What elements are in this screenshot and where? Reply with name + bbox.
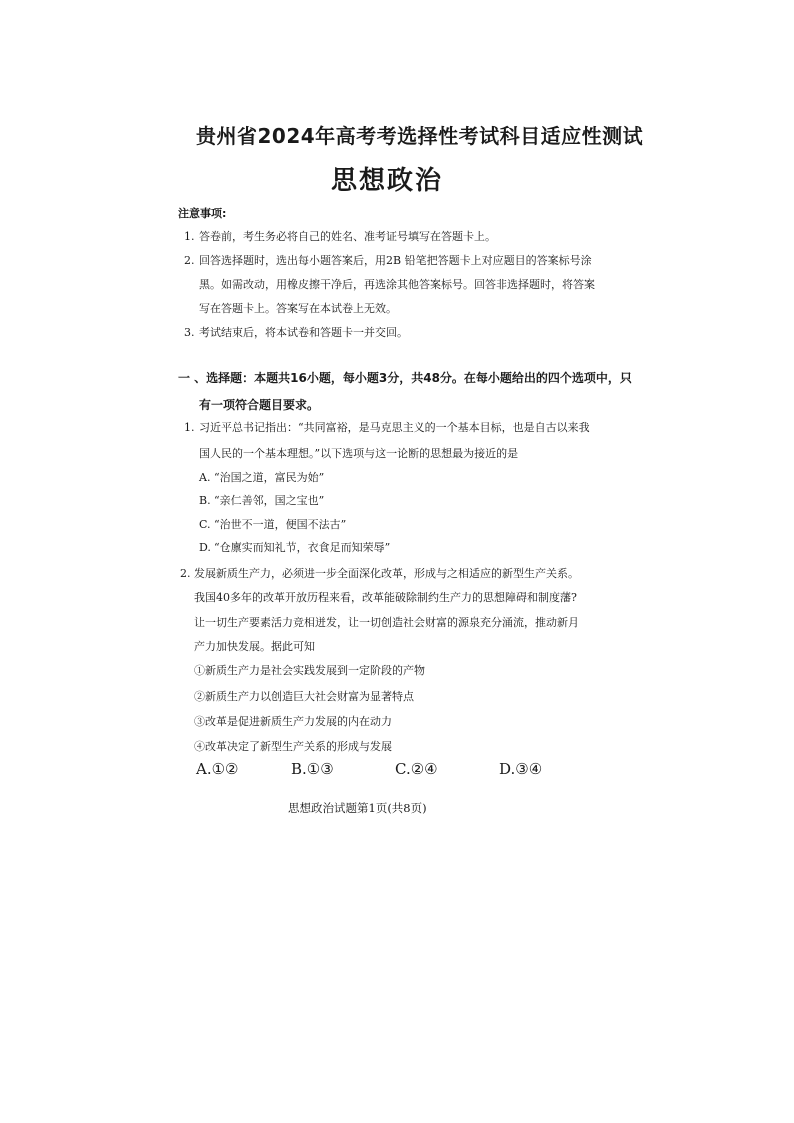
question-2-stem-line-2: 我国40多年的改革开放历程来看，改革能破除制约生产力的思想障碍和制度藩?	[194, 591, 577, 604]
question-1-number: 1.	[184, 421, 195, 434]
notice-item-3-number: 3.	[184, 326, 195, 339]
question-2-number: 2.	[180, 567, 191, 580]
question-1-option-d-text: “仓廪实而知礼节，衣食足而知荣辱”	[214, 541, 391, 554]
notice-item-1-text: 答卷前，考生务必将自己的姓名、准考证号填写在答题卡上。	[199, 230, 496, 243]
question-2-answer-a: A.①②	[196, 760, 239, 778]
section-heading-line-2: 有一项符合题目要求。	[199, 398, 320, 412]
question-1-stem-line-1: 习近平总书记指出：“共同富裕，是马克思主义的一个基本目标，也是自古以来我	[199, 421, 590, 434]
question-2-statement-2: ②新质生产力以创造巨大社会财富为显著特点	[194, 690, 414, 703]
question-2-stem-line-4: 产力加快发展。据此可知	[194, 640, 315, 653]
notice-item-1-number: 1.	[184, 230, 195, 243]
question-2-answer-b: B.①③	[291, 760, 334, 778]
notice-item-2-number: 2.	[184, 254, 195, 267]
question-2-statement-1: ①新质生产力是社会实践发展到一定阶段的产物	[194, 664, 425, 677]
question-1-option-a-label: A.	[199, 471, 211, 484]
notice-heading: 注意事项:	[178, 207, 227, 220]
question-1-option-b-label: B.	[199, 494, 211, 507]
question-2-answer-d: D.③④	[499, 760, 543, 778]
question-2-answer-c: C.②④	[395, 760, 438, 778]
question-2-statement-4: ④改革决定了新型生产关系的形成与发展	[194, 740, 392, 753]
notice-item-2-line-2: 黑。如需改动，用橡皮擦干净后，再选涂其他答案标号。回答非选择题时，将答案	[199, 278, 595, 291]
question-1-option-d-label: D.	[199, 541, 211, 554]
notice-item-3-text: 考试结束后，将本试卷和答题卡一并交回。	[199, 326, 408, 339]
question-1-option-c-text: “治世不一道，便国不法古”	[214, 518, 347, 531]
notice-item-2-line-3: 写在答题卡上。答案写在本试卷上无效。	[199, 302, 397, 315]
exam-title: 贵州省2024年高考考选择性考试科目适应性测试	[196, 124, 644, 148]
question-2-stem-line-3: 让一切生产要素活力竞相迸发，让一切创造社会财富的源泉充分涌流，推动新月	[194, 616, 579, 629]
notice-item-2-line-1: 回答选择题时，选出每小题答案后，用2B 铅笔把答题卡上对应题目的答案标号涂	[199, 254, 592, 267]
section-heading-line-1: 一 、选择题：本题共16小题，每小题3分，共48分。在每小题给出的四个选项中，只	[178, 371, 632, 385]
subject-title: 思想政治	[331, 166, 444, 196]
question-1-stem-line-2: 国人民的一个基本理想。”以下选项与这一论断的思想最为接近的是	[199, 447, 519, 460]
question-1-option-c-label: C.	[199, 518, 211, 531]
question-1-option-b-text: “亲仁善邻，国之宝也”	[214, 494, 325, 507]
question-2-stem-line-1: 发展新质生产力，必须进一步全面深化改革，形成与之相适应的新型生产关系。	[194, 567, 579, 580]
question-2-statement-3: ③改革是促进新质生产力发展的内在动力	[194, 715, 392, 728]
question-1-option-a-text: “治国之道，富民为始”	[214, 471, 325, 484]
page-footer: 思想政治试题第1页(共8页)	[288, 801, 427, 815]
